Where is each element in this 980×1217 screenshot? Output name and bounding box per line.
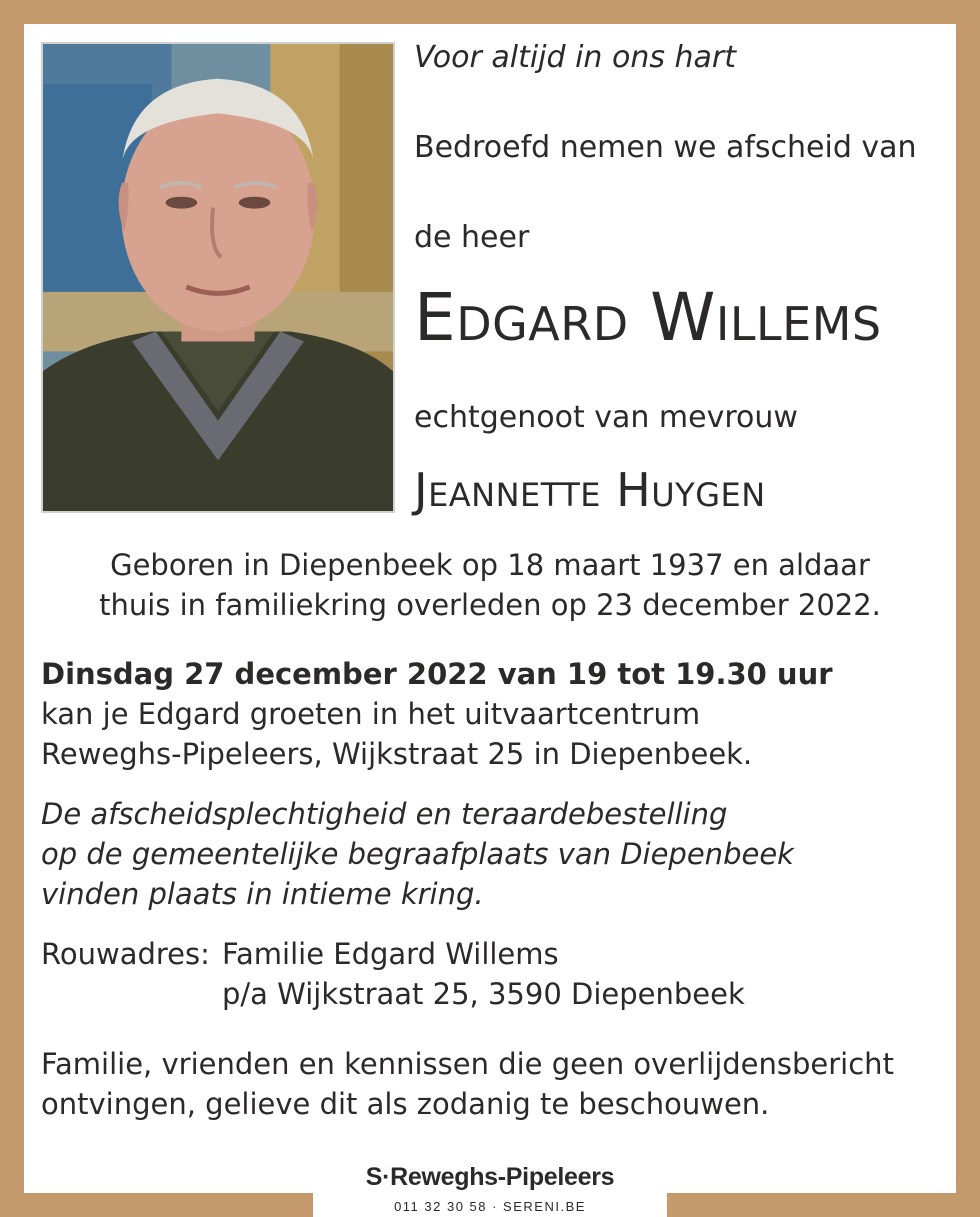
motto: Voor altijd in ons hart xyxy=(414,40,736,75)
spouse-line: echtgenoot van mevrouw xyxy=(414,400,798,435)
portrait-photo xyxy=(41,42,395,513)
title-prefix: de heer xyxy=(414,220,530,255)
address-line-2: p/a Wijkstraat 25, 3590 Diepenbeek xyxy=(222,977,745,1011)
portrait-illustration xyxy=(43,44,393,511)
funeral-home-contact: 011 32 30 58 · SERENI.BE xyxy=(394,1199,586,1214)
intro-line: Bedroefd nemen we afscheid van xyxy=(414,130,917,165)
address-line-1: Familie Edgard Willems xyxy=(222,937,559,971)
funeral-home-logo: S·Reweghs-Pipeleers xyxy=(365,1163,615,1191)
birth-line-2: thuis in familiekring overleden op 23 december 2022. xyxy=(99,588,881,622)
spouse-name: Jeannette Huygen xyxy=(414,463,766,517)
ceremony-line-3: vinden plaats in intieme kring. xyxy=(41,877,484,911)
visitation-when: Dinsdag 27 december 2022 van 19 tot 19.30 uur xyxy=(41,657,833,691)
ceremony-line-1: De afscheidsplechtigheid en teraardebestelling xyxy=(41,797,728,831)
address-label: Rouwadres: xyxy=(41,937,210,971)
ceremony-line-2: op de gemeentelijke begraafplaats van Diepenbeek xyxy=(41,837,794,871)
closing-line-2: ontvingen, gelieve dit als zodanig te beschouwen. xyxy=(41,1087,770,1121)
closing-line-1: Familie, vrienden en kennissen die geen overlijdensbericht xyxy=(41,1047,894,1081)
visitation-line-3: Reweghs-Pipeleers, Wijkstraat 25 in Diepenbeek. xyxy=(41,737,753,771)
birth-line-1: Geboren in Diepenbeek op 18 maart 1937 en aldaar xyxy=(110,548,870,582)
deceased-name: Edgard Willems xyxy=(414,279,882,356)
visitation-line-2: kan je Edgard groeten in het uitvaartcentrum xyxy=(41,697,701,731)
